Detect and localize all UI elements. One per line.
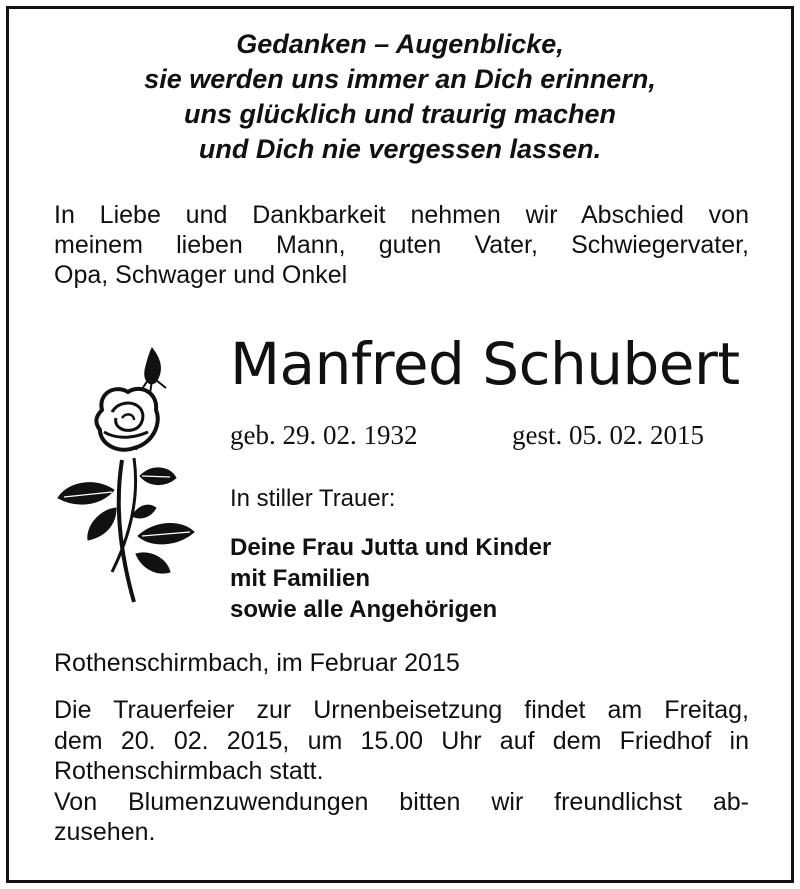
service-line: zusehen. xyxy=(54,818,156,846)
place-date: Rothenschirmbach, im Februar 2015 xyxy=(54,649,460,677)
intro-line: In Liebe und Dankbarkeit nehmen wir Abschied von xyxy=(54,201,749,229)
birth-date: geb. 29. 02. 1932 xyxy=(230,420,418,450)
deceased-name: Manfred Schubert xyxy=(230,330,740,398)
farewell-intro xyxy=(54,200,749,290)
service-notice xyxy=(54,695,749,848)
intro-line: Opa, Schwager und Onkel xyxy=(54,261,348,289)
mourners-list xyxy=(230,532,551,625)
service-line: dem 20. 02. 2015, um 15.00 Uhr auf dem Friedhof in xyxy=(54,726,749,755)
verse-line: und Dich nie vergessen lassen. xyxy=(198,134,602,164)
intro-line: meinem lieben Mann, guten Vater, Schwiegervater, xyxy=(54,231,749,259)
memorial-verse xyxy=(0,27,800,167)
mourner-line: sowie alle Angehörigen xyxy=(230,596,498,623)
mourner-line: mit Familien xyxy=(230,565,371,592)
verse-line: uns glücklich und traurig machen xyxy=(183,99,617,129)
verse-line: Gedanken – Augenblicke, xyxy=(236,29,564,59)
rose-icon xyxy=(52,340,202,610)
death-date: gest. 05. 02. 2015 xyxy=(512,420,704,450)
mourning-label: In stiller Trauer: xyxy=(230,485,396,512)
life-dates xyxy=(230,419,704,451)
service-line: Von Blumenzuwendungen bitten wir freundlichst ab- xyxy=(54,787,749,816)
service-line: Die Trauerfeier zur Urnenbeisetzung findet am Freitag, xyxy=(54,696,749,724)
verse-line: sie werden uns immer an Dich erinnern, xyxy=(144,64,656,94)
mourner-line: Deine Frau Jutta und Kinder xyxy=(230,534,552,561)
service-line: Rothenschirmbach statt. xyxy=(54,757,324,785)
